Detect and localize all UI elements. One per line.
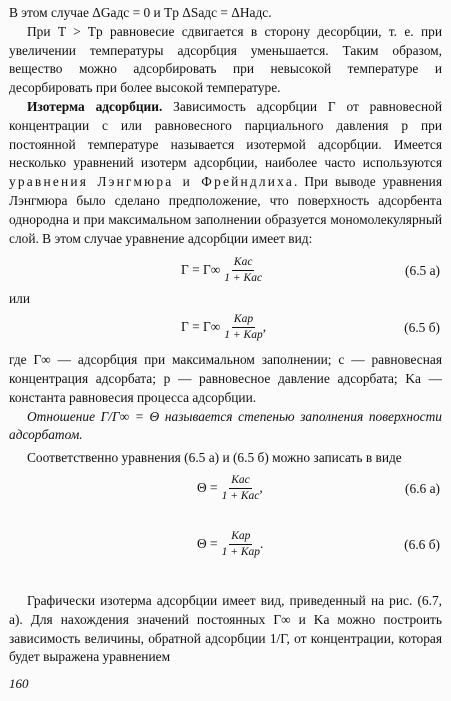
word-or: или (9, 291, 31, 307)
equation-formula (197, 530, 263, 559)
equation-fraction (221, 473, 263, 503)
equation-numerator: Kаc (232, 256, 255, 271)
paragraph-rewrite: Соответственно уравнения (6.5 а) и (6.5 б) можно записать в виде (27, 450, 402, 466)
equation-tail: . (260, 536, 264, 552)
section-heading-isotherm: Изотерма адсорбции. (27, 98, 163, 114)
isotherm-text-b: . При выводе уравнения Лэнгмюра было сделано предположение, что поверхность адсорбента однородна и при максимальном заполнении образуется мономолекулярный слой. В этом случае уравнение адсорбции имеет вид: (9, 174, 442, 246)
equation-label: (6.5 а) (405, 263, 440, 279)
equation-formula (181, 313, 266, 342)
equation-lhs: Θ = (197, 536, 218, 552)
page-number: 160 (9, 676, 29, 691)
isotherm-text-a: Зависимость адсорбции Г от равновесной концентрации c или равновесного парциального давления p при постоянной температуре называется изотермой адсорбции. Имеется несколько уравнений изотерм адсорбции, наиболее часто используются (9, 98, 442, 171)
paragraph-temperature: При T > Tр равновесие сдвигается в сторону десорбции, т. е. при увеличении температуры адсорбция уменьшается. Таким образом, вещество можно адсорбировать при невысокой температуре и десорбировать при более высокой температуре. (9, 23, 442, 96)
equation-lhs: Г = Г∞ (181, 262, 221, 278)
equation-label: (6.6 а) (405, 480, 440, 496)
equation-6-5a (9, 254, 442, 288)
equation-names-spaced: уравнения Лэнгмюра и Фрейндлиха (9, 174, 294, 190)
equation-fraction (224, 313, 262, 342)
equation-fraction (222, 530, 260, 559)
equation-formula (181, 256, 262, 285)
equation-numerator: Kаc (229, 474, 252, 489)
equation-denominator: 1 + Kаc (221, 489, 260, 502)
equation-6-6b (9, 528, 442, 562)
intro-line: В этом случае ΔGадс = 0 и Tр ΔSадс = ΔHадс. (9, 5, 272, 20)
equation-tail: , (259, 480, 263, 496)
equation-denominator: 1 + Kаc (224, 272, 263, 285)
paragraph-definitions: где Г∞ — адсорбция при максимальном заполнении; c — равновесная концентрация адсорбата; p — равновесное давление адсорбата; Kа — константа равновесия процесса адсорбции. (9, 352, 442, 405)
equation-numerator: Kаp (232, 313, 255, 328)
equation-6-5b (9, 311, 442, 345)
equation-lhs: Г = Г∞ (181, 319, 221, 335)
paragraph-coverage: Отношение Г/Г∞ = Θ называется степенью заполнения поверхности адсорбатом. (9, 408, 442, 443)
equation-fraction (224, 256, 262, 285)
paragraph-isotherm (9, 98, 442, 248)
equation-numerator: Kаp (229, 530, 252, 545)
equation-tail: , (262, 319, 267, 335)
equation-label: (6.5 б) (404, 320, 440, 336)
paragraph-graphical: Графически изотерма адсорбции имеет вид, приведенный на рис. (6.7, а). Для нахождения значений постоянных Г∞ и Kа можно построить зависимость величины, обратной адсорбции 1/Г, от концентрации, которая будет выражена уравнением (9, 592, 442, 665)
equation-denominator: 1 + Kаp (224, 329, 263, 342)
equation-formula (197, 474, 263, 503)
equation-denominator: 1 + Kаp (221, 545, 261, 558)
equation-lhs: Θ = (197, 480, 218, 496)
equation-6-6a (9, 472, 442, 506)
equation-label: (6.6 б) (404, 536, 440, 552)
